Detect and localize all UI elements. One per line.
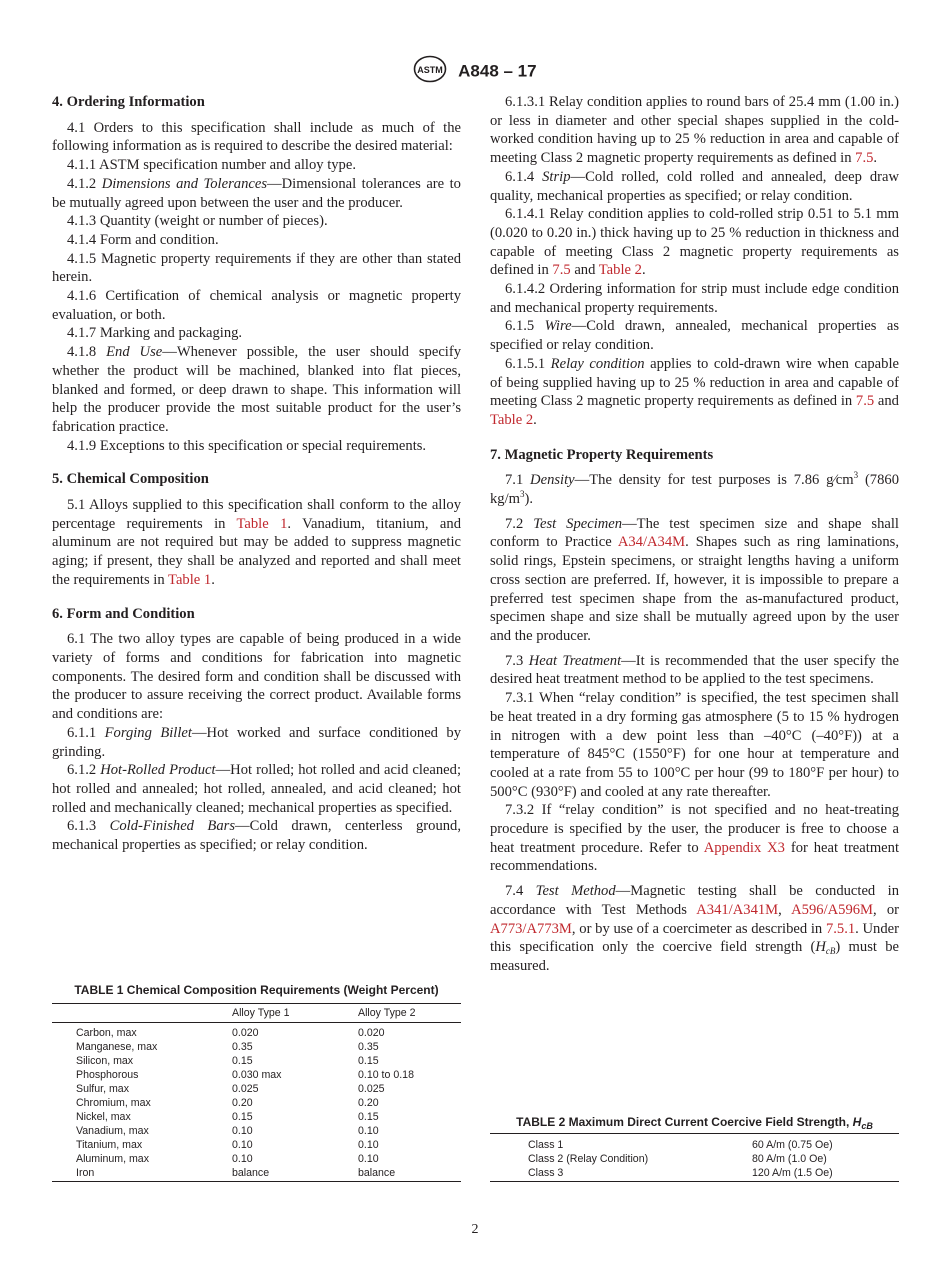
section-7-heading: 7. Magnetic Property Requirements — [490, 446, 714, 463]
left-column — [52, 93, 461, 855]
table-row: Nickel, max 0.15 0.15 — [76, 1110, 379, 1123]
table-row: Class 1 60 A/m (0.75 Oe) — [528, 1139, 833, 1151]
table-row: Phosphorous 0.030 max 0.10 to 0.18 — [76, 1068, 414, 1081]
para-4-1: 4.1 Orders to this specification shall include as much of the following information as is required to describe the desired material: — [52, 119, 461, 155]
section-7-5-link[interactable]: 7.5 — [855, 393, 875, 410]
table-row: Titanium, max 0.10 0.10 — [76, 1138, 379, 1151]
test-method-a341-link[interactable]: A341/A341M — [696, 901, 779, 918]
para-4-1-2: 4.1.2 Dimensions and Tolerances—Dimensional tolerances are to be mutually agreed upon between the user and the producer. — [52, 175, 461, 211]
para-7-3-2: 7.3.2 If “relay condition” is not specified and no heat-treating procedure is specified by the user, the producer is free to choose a heat treatment procedure. Refer to Appendix X3 for heat treatment recommendations. — [490, 802, 899, 875]
appendix-x3-link[interactable]: Appendix X3 — [703, 839, 785, 856]
para-4-1-1: 4.1.1 ASTM specification number and alloy type. — [67, 157, 356, 174]
table-1-caption: TABLE 1 Chemical Composition Requirements (Weight Percent) — [74, 983, 439, 997]
table-1-header-cell: Alloy Type 2 — [358, 1007, 416, 1019]
table-2-caption: TABLE 2 Maximum Direct Current Coercive Field Strength, $H_{cB}$ — [516, 1115, 873, 1131]
astm-logo-icon — [413, 55, 447, 88]
table-1-header-cell — [52, 1004, 232, 1023]
document-designation: A848 – 17 — [458, 61, 537, 81]
page-number: 2 — [471, 1222, 479, 1237]
para-6-1-4-2: 6.1.4.2 Ordering information for strip must include edge condition and mechanical property requirements. — [490, 281, 899, 316]
table-row: Class 2 (Relay Condition) 80 A/m (1.0 Oe) — [528, 1153, 827, 1165]
section-5-heading: 5. Chemical Composition — [52, 471, 209, 488]
para-4-1-9: 4.1.9 Exceptions to this specification or special requirements. — [67, 437, 427, 454]
table-row: Aluminum, max 0.10 0.10 — [76, 1152, 379, 1165]
table-row: Vanadium, max 0.10 0.10 — [76, 1124, 379, 1137]
table-1-link[interactable]: Table 1 — [236, 515, 288, 532]
table-row: Chromium, max 0.20 0.20 — [76, 1096, 379, 1109]
svg-text:ASTM: ASTM — [417, 65, 444, 75]
table-2-link[interactable]: Table 2 — [598, 262, 642, 279]
table-2 — [490, 1115, 899, 1182]
para-6-1-4-1: 6.1.4.1 Relay condition applies to cold-rolled strip 0.51 to 5.1 mm (0.020 to 0.20 in.) thick having up to 25 % reduction in thickness and capable of meeting Class 2 magnetic property requirements as defined in 7.5 and Table 2. — [490, 206, 899, 279]
para-7-4: 7.4 Test Method—Magnetic testing shall be conducted in accordance with Test Methods A341/A341M, A596/A596M, or A773/A773M, or by use of a coercimeter as described in 7.5.1. Under this specification only the coercive field strength $(H_{cB})$ must be measured. — [490, 883, 899, 974]
table-row: Silicon, max 0.15 0.15 — [76, 1054, 379, 1067]
section-7-5-link[interactable]: 7.5 — [855, 150, 874, 167]
table-1-header-row — [52, 1004, 461, 1023]
para-6-1-4: 6.1.4 Strip—Cold rolled, cold rolled and annealed, deep draw quality, mechanical properties as specified; or relay condition. — [490, 168, 899, 204]
table-row: Manganese, max 0.35 0.35 — [76, 1040, 379, 1053]
para-4-1-4: 4.1.4 Form and condition. — [67, 231, 219, 248]
practice-a34-link[interactable]: A34/A34M — [617, 534, 686, 551]
table-row: Carbon, max 0.020 0.020 — [76, 1026, 385, 1039]
para-4-1-8: 4.1.8 End Use—Whenever possible, the user should specify whether the product will be machined, blanked into flat pieces, blanked and formed, or deep drawn to shape. This information will help the producer provide the most suitable product for the user’s fabrication practice. — [52, 344, 462, 435]
para-6-1-2: 6.1.2 Hot-Rolled Product—Hot rolled; hot rolled and acid cleaned; hot rolled and annealed; hot rolled, annealed, and acid cleaned; hot rolled and mechanically cleaned; mechanical properties as specified. — [52, 762, 461, 816]
section-7-5-link[interactable]: 7.5 — [552, 262, 571, 279]
right-column — [490, 93, 899, 976]
table-1-grid — [52, 1003, 461, 1182]
table-1-link[interactable]: Table 1 — [168, 571, 212, 588]
para-4-1-3: 4.1.3 Quantity (weight or number of pieces). — [67, 213, 328, 230]
para-6-1-5-1: 6.1.5.1 Relay condition applies to cold-drawn wire when capable of being supplied having up to 25 % reduction in area and capable of meeting Class 2 magnetic property requirements as defined in 7.5 and Table 2. — [490, 355, 899, 428]
section-7-5-1-link[interactable]: 7.5.1 — [825, 920, 856, 937]
table-row: Iron balance balance — [52, 1166, 461, 1182]
table-row: Sulfur, max 0.025 0.025 — [76, 1082, 385, 1095]
section-4-heading: 4. Ordering Information — [52, 94, 205, 110]
para-7-3: 7.3 Heat Treatment—It is recommended that the user specify the desired heat treatment method to be applied to the test specimens. — [490, 652, 899, 688]
para-6-1: 6.1 The two alloy types are capable of being produced in a wide variety of forms and conditions for fabrication into magnetic components. The desired form and condition shall be discussed with the producer to assure receiving the correct product. Available forms and conditions are: — [52, 631, 461, 723]
para-4-1-7: 4.1.7 Marking and packaging. — [67, 325, 243, 342]
table-1 — [52, 983, 461, 1182]
page-header — [0, 55, 950, 88]
para-7-3-1: 7.3.1 When “relay condition” is specified, the test specimen shall be heat treated in a dry forming gas atmosphere (5 to 15 % hydrogen in nitrogen with a dew point less than –40°C (–40°F)) at a temperature of 845°C (1550°F) for one hour at temperature and cooled at a rate from 55 to 100°C per hour (99 to 180°F per hour) to 500°C (930°F) and cooled at any rate thereafter. — [490, 690, 899, 800]
table-1-header-cell: Alloy Type 1 — [232, 1007, 290, 1019]
para-5-1: 5.1 Alloys supplied to this specification shall conform to the alloy percentage requirements in Table 1. Vanadium, titanium, and aluminum are not required but may be added to suppress magnetic aging; if present, they shall be analyzed and reported and shall meet the requirements in Table 1. — [52, 497, 461, 588]
para-6-1-3: 6.1.3 Cold-Finished Bars—Cold drawn, centerless ground, mechanical properties as specified; or relay condition. — [52, 818, 461, 854]
table-2-link[interactable]: Table 2 — [490, 411, 534, 428]
para-7-1: 7.1 Density—The density for test purposes is 7.86 $g∕cm^3$ (7860 $kg/m^3$). — [490, 470, 899, 508]
para-6-1-1: 6.1.1 Forging Billet—Hot worked and surface conditioned by grinding. — [52, 724, 461, 760]
para-4-1-6: 4.1.6 Certification of chemical analysis or magnetic property evaluation, or both. — [52, 288, 461, 323]
table-row: Class 3 120 A/m (1.5 Oe) — [490, 1166, 899, 1182]
para-6-1-5: 6.1.5 Wire—Cold drawn, annealed, mechanical properties as specified or relay condition. — [490, 318, 899, 354]
test-method-a596-link[interactable]: A596/A596M — [791, 901, 874, 918]
para-6-1-3-1: 6.1.3.1 Relay condition applies to round bars of 25.4 mm (1.00 in.) or less in diameter and other special shapes supplied in the cold-worked condition having up to 25 % reduction in area and capable of meeting Class 2 magnetic property requirements as defined in 7.5. — [490, 94, 899, 167]
para-7-2: 7.2 Test Specimen—The test specimen size and shape shall conform to Practice A34/A34M. Shapes such as ring laminations, solid rings, Epstein specimens, or straight lengths having a uniform cross section are preferred. If, however, it is impossible to prepare a preferred test specimen shape from the as-manufactured product, specimen shape and size shall be mutually agreed upon by the user and the producer. — [490, 515, 899, 644]
para-4-1-5: 4.1.5 Magnetic property requirements if they are other than stated herein. — [52, 250, 461, 286]
table-2-grid — [490, 1133, 899, 1182]
test-method-a773-link[interactable]: A773/A773M — [490, 920, 572, 937]
section-6-heading: 6. Form and Condition — [52, 605, 195, 622]
